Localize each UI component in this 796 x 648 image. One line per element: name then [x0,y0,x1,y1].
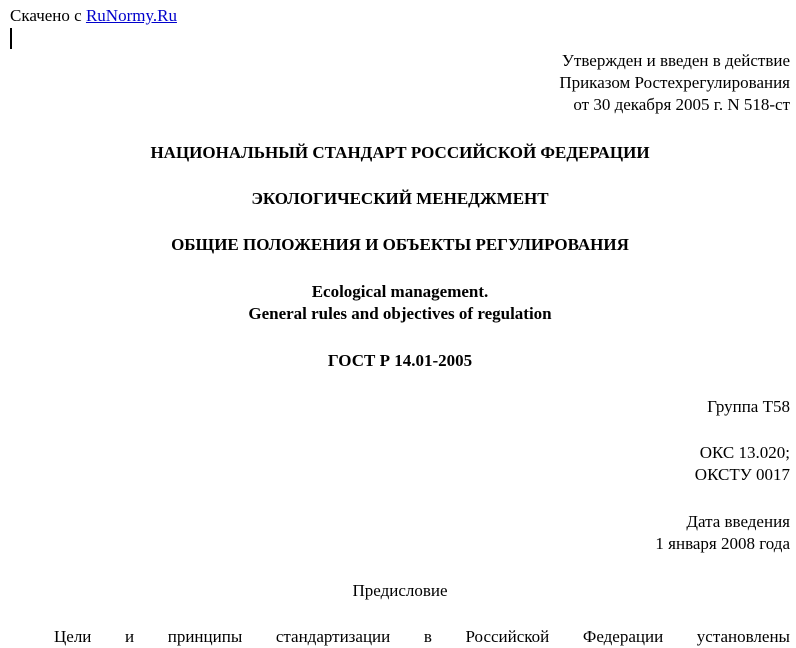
oks-code: ОКС 13.020; [699,443,790,462]
word: Цели [54,627,92,646]
classification-block [695,442,790,486]
source-line [10,5,177,27]
word: Российской [465,627,550,646]
title-en-line-2: General rules and objectives of regulation [248,304,552,323]
approval-block [559,50,790,116]
word: установлены [696,627,790,646]
word: и [125,627,135,646]
group-code: Группа Т58 [707,397,790,416]
preface-first-line [54,626,790,648]
standard-type-heading: НАЦИОНАЛЬНЫЙ СТАНДАРТ РОССИЙСКОЙ ФЕДЕРАЦИИ [150,143,650,162]
okstu-code: ОКСТУ 0017 [694,465,790,484]
source-prefix: Скачено с [10,6,82,25]
approval-line: Приказом Ростехрегулирования [559,73,790,92]
word: принципы [167,627,243,646]
source-link[interactable]: RuNormy.Ru [85,6,177,25]
effective-date-value: 1 января 2008 года [655,534,790,553]
title-ru-line-1: ЭКОЛОГИЧЕСКИЙ МЕНЕДЖМЕНТ [251,189,549,208]
word: стандартизации [275,627,391,646]
word: Федерации [582,627,664,646]
approval-line: от 30 декабря 2005 г. N 518-ст [573,95,790,114]
designation-heading: ГОСТ Р 14.01-2005 [327,351,473,370]
preface-title: Предисловие [352,581,448,600]
title-ru-line-2: ОБЩИЕ ПОЛОЖЕНИЯ И ОБЪЕКТЫ РЕГУЛИРОВАНИЯ [171,235,629,254]
text-cursor [10,28,12,49]
approval-line: Утвержден и введен в действие [561,51,790,70]
effective-date-block [655,511,790,555]
word: в [423,627,432,646]
title-en-line-1: Ecological management. [311,282,489,301]
effective-date-label: Дата введения [686,512,790,531]
group-block [707,396,790,418]
